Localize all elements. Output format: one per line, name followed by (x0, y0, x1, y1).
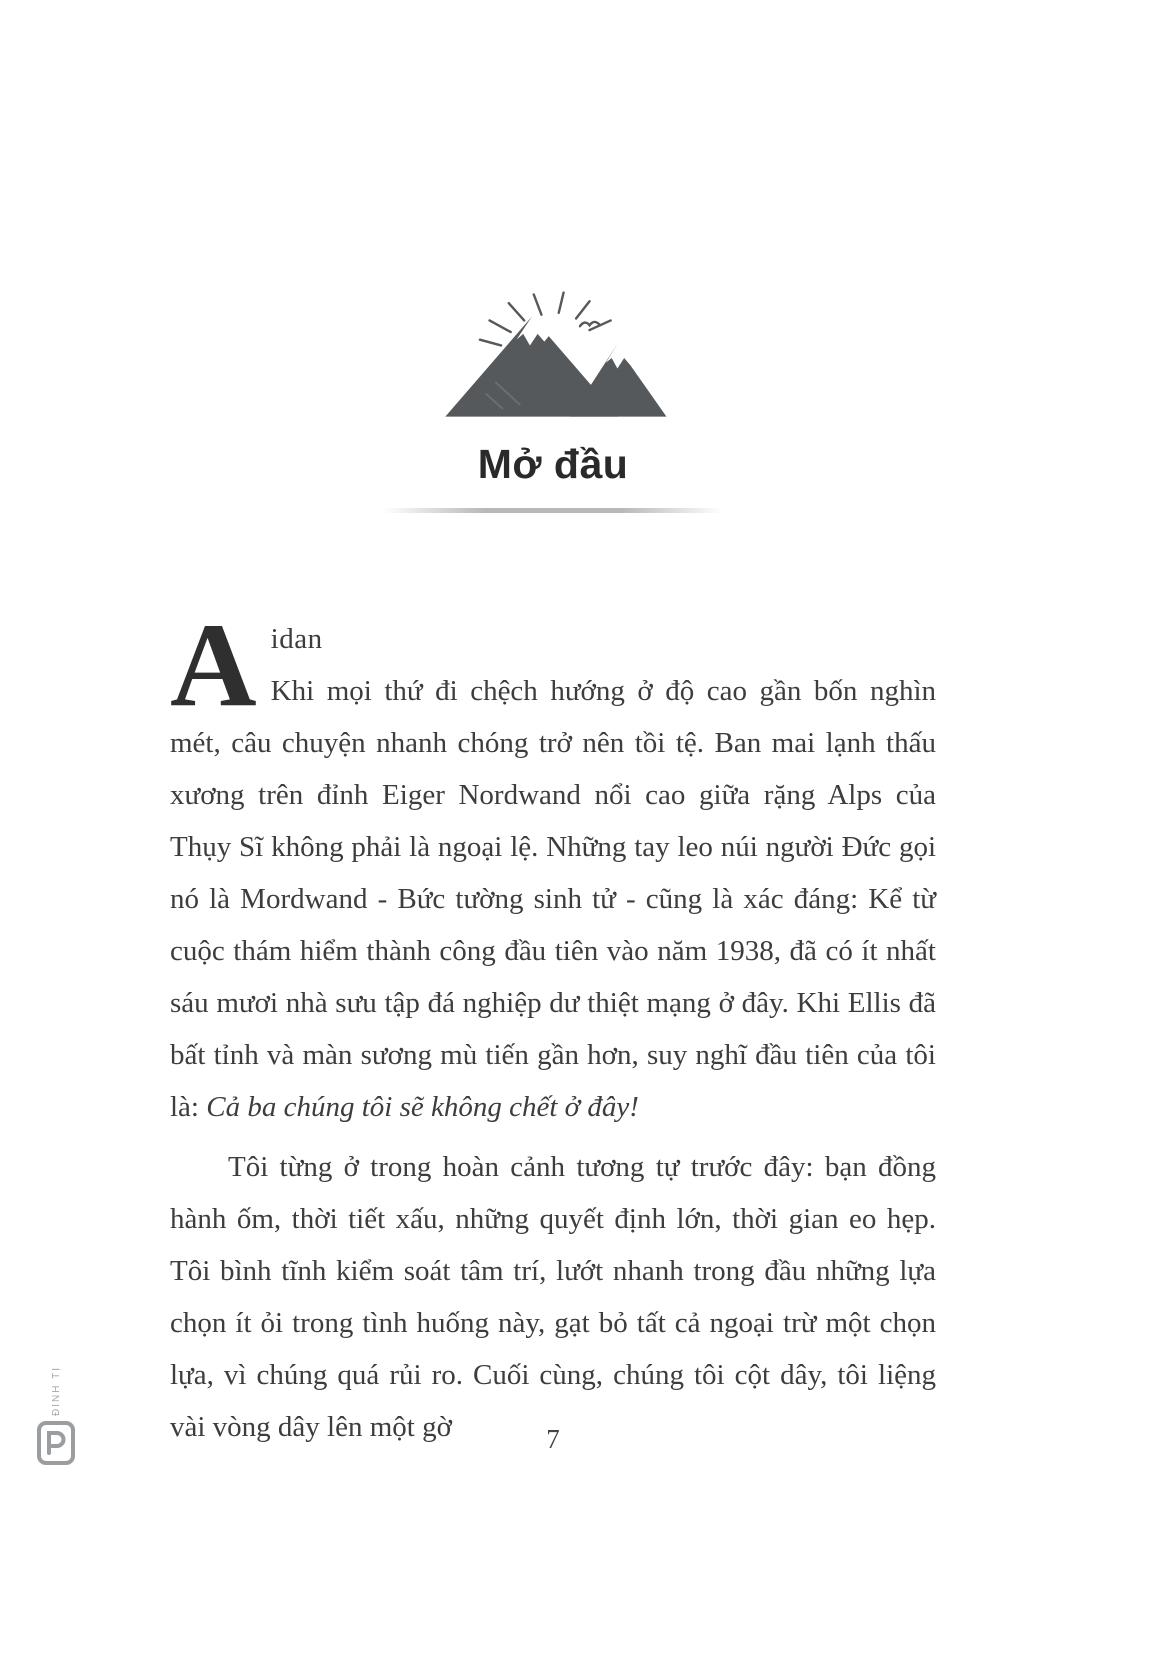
speaker-name: idan (270, 623, 323, 655)
chapter-header (170, 0, 936, 513)
body-text (170, 598, 936, 1453)
publisher-watermark (30, 1366, 82, 1471)
inner-thought-text: Cả ba chúng tôi sẽ không chết ở đây! (206, 1091, 639, 1123)
page-content (170, 0, 936, 1662)
publisher-name: ĐINH TỊ (50, 1366, 62, 1416)
paragraph-1-text: Khi mọi thứ đi chệch hướng ở độ cao gần bốn nghìn mét, câu chuyện nhanh chóng trở nên tồi tệ. Ban mai lạnh thấu xương trên đỉnh Eiger Nordwand nổi cao giữa rặng Alps của Thụy Sĩ không phải là ngoại lệ. Những tay leo núi người Đức gọi nó là Mordwand - Bức tường sinh tử - cũng là xác đáng: Kể từ cuộc thám hiểm thành công đầu tiên vào năm 1938, đã có ít nhất sáu mươi nhà sưu tập đá nghiệp dư thiệt mạng ở đây. Khi Ellis đã bất tỉnh và màn sương mù tiến gần hơn, suy nghĩ đầu tiên của tôi là: (170, 675, 936, 1123)
mountain-peaks-icon (428, 288, 678, 431)
paragraph-1 (170, 598, 936, 1133)
page-number: 7 (546, 1424, 560, 1454)
drop-cap: A (170, 598, 257, 731)
chapter-title: Mở đầu (477, 441, 629, 487)
publisher-seal-icon (36, 1420, 76, 1471)
heading-divider (383, 508, 723, 513)
paragraph-2: Tôi từng ở trong hoàn cảnh tương tự trước đây: bạn đồng hành ốm, thời tiết xấu, những quyết định lớn, thời gian eo hẹp. Tôi bình tĩnh kiểm soát tâm trí, lướt nhanh trong đầu những lựa chọn ít ỏi trong tình huống này, gạt bỏ tất cả ngoại trừ một chọn lựa, vì chúng quá rủi ro. Cuối cùng, chúng tôi cột dây, tôi liệng vài vòng dây lên một gờ (170, 1151, 936, 1443)
